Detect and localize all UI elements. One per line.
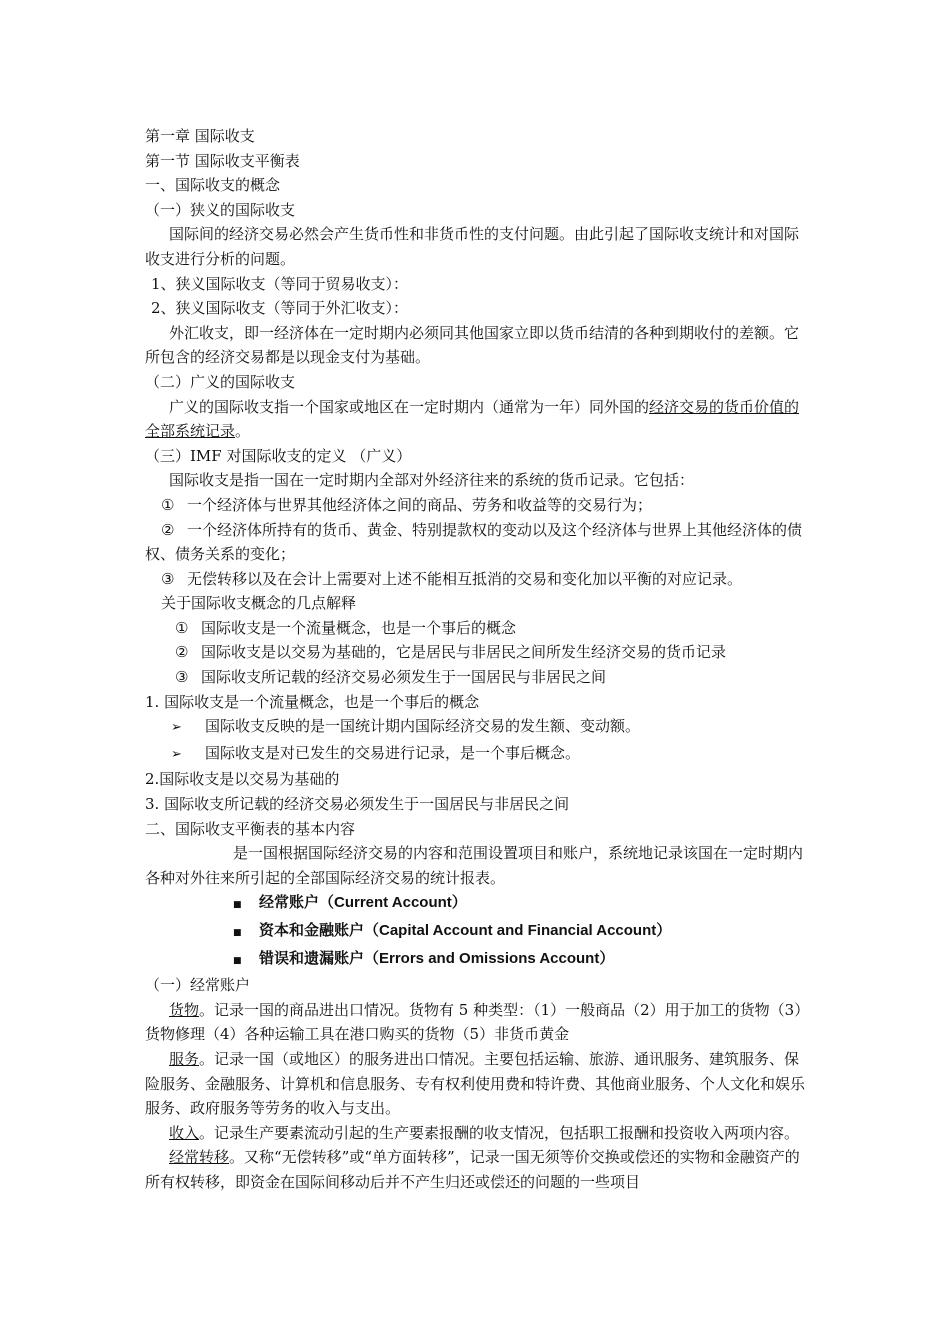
- notes-title: 关于国际收支概念的几点解释: [161, 594, 357, 613]
- paragraph-goods: 货物。记录一国的商品进出口情况。货物有 5 种类型：（1）一般商品（2）用于加工的货物（3）货物修理（4）各种运输工具在港口购买的货物（5）非货币黄金: [145, 1000, 802, 1044]
- imf-item-1: ① 一个经济体与世界其他经济体之间的商品、劳务和收益等的交易行为；: [161, 495, 653, 514]
- square-bullet-icon: ■: [233, 928, 242, 938]
- underlined-term: 经济交易的货币价值的全部系统记录: [145, 397, 800, 441]
- subheading-imf: （三）IMF 对国际收支的定义 （广义）: [145, 446, 412, 465]
- subheading-current-account: （一）经常账户: [145, 976, 251, 995]
- arrow-item-2: ➢ 国际收支是对已发生的交易进行记录，是一个事后概念。: [145, 741, 807, 768]
- heading-1: 一、国际收支的概念: [145, 176, 281, 195]
- arrow-icon: ➢: [171, 720, 182, 736]
- numbered-2: 2.国际收支是以交易为基础的: [145, 770, 340, 789]
- paragraph-broad: 广义的国际收支指一个国家或地区在一定时期内（通常为一年）同外国的经济交易的货币价值的全部系统记录。: [145, 397, 800, 441]
- list-item-2: 2、狭义国际收支（等同于外汇收支）：: [151, 299, 409, 318]
- chapter-title: 第一章 国际收支: [145, 127, 255, 145]
- note-3: ③ 国际收支所记载的经济交易必须发生于一国居民与非居民之间: [175, 668, 607, 687]
- list-item-1: 1、狭义国际收支（等同于贸易收支）：: [151, 274, 409, 293]
- paragraph-transfers: 经常转移。又称“无偿转移”或“单方面转移”，记录一国无须等价交换或偿还的实物和金融资产的所有权转移，即资金在国际间移动后并不产生归还或偿还的问题的一些项目: [145, 1148, 800, 1191]
- imf-item-2: ② 一个经济体所持有的货币、黄金、特别提款权的变动以及这个经济体与世界上其他经济体的债权、债务关系的变化；: [145, 520, 803, 564]
- paragraph-bop-definition: 是一国根据国际经济交易的内容和范围设置项目和账户，系统地记录该国在一定时期内各种对外往来所引起的全部国际经济交易的统计报表。: [145, 844, 804, 887]
- note-2: ② 国际收支是以交易为基础的，它是居民与非居民之间所发生经济交易的货币记录: [175, 643, 727, 662]
- arrow-icon: ➢: [171, 746, 182, 762]
- imf-item-3: ③ 无偿转移以及在会计上需要对上述不能相互抵消的交易和变化加以平衡的对应记录。: [161, 569, 743, 588]
- heading-2: 二、国际收支平衡表的基本内容: [145, 819, 356, 838]
- paragraph-intro: 国际间的经济交易必然会产生货币性和非货币性的支付问题。由此引起了国际收支统计和对国际收支进行分析的问题。: [145, 225, 800, 268]
- paragraph-forex: 外汇收支，即一经济体在一定时期内必须同其他国家立即以货币结清的各种到期收付的差额。它所包含的经济交易都是以现金支付为基础。: [145, 323, 800, 367]
- bullet-errors-account: ■ 错误和遗漏账户（Errors and Omissions Account）: [145, 946, 807, 974]
- paragraph-services: 服务。记录一国（或地区）的服务进出口情况。主要包括运输、旅游、通讯服务、建筑服务、保险服务、金融服务、计算机和信息服务、专有权利使用费和特许费、其他商业服务、个人文化和娱乐服务、政府服务等劳务的收入与支出。: [145, 1049, 806, 1118]
- note-1: ① 国际收支是一个流量概念，也是一个事后的概念: [175, 618, 517, 637]
- arrow-item-1: ➢ 国际收支反映的是一国统计期内国际经济交易的发生额、变动额。: [145, 714, 807, 741]
- paragraph-imf: 国际收支是指一国在一定时期内全部对外经济往来的系统的货币记录。它包括：: [169, 471, 695, 490]
- subheading-broad: （二）广义的国际收支: [145, 372, 296, 391]
- paragraph-income: 收入。记录生产要素流动引起的生产要素报酬的收支情况，包括职工报酬和投资收入两项内容。: [169, 1123, 800, 1142]
- bullet-capital-account: ■ 资本和金融账户（Capital Account and Financial Account）: [145, 918, 807, 946]
- section-title: 第一节 国际收支平衡表: [145, 151, 300, 170]
- square-bullet-icon: ■: [233, 955, 242, 966]
- document-body: [145, 124, 807, 1195]
- square-bullet-icon: ■: [233, 900, 242, 911]
- numbered-1: 1. 国际收支是一个流量概念，也是一个事后的概念: [145, 692, 480, 711]
- numbered-3: 3. 国际收支所记载的经济交易必须发生于一国居民与非居民之间: [145, 795, 570, 814]
- subheading-narrow: （一）狭义的国际收支: [145, 200, 296, 219]
- bullet-current-account: ■ 经常账户（Current Account）: [145, 890, 807, 918]
